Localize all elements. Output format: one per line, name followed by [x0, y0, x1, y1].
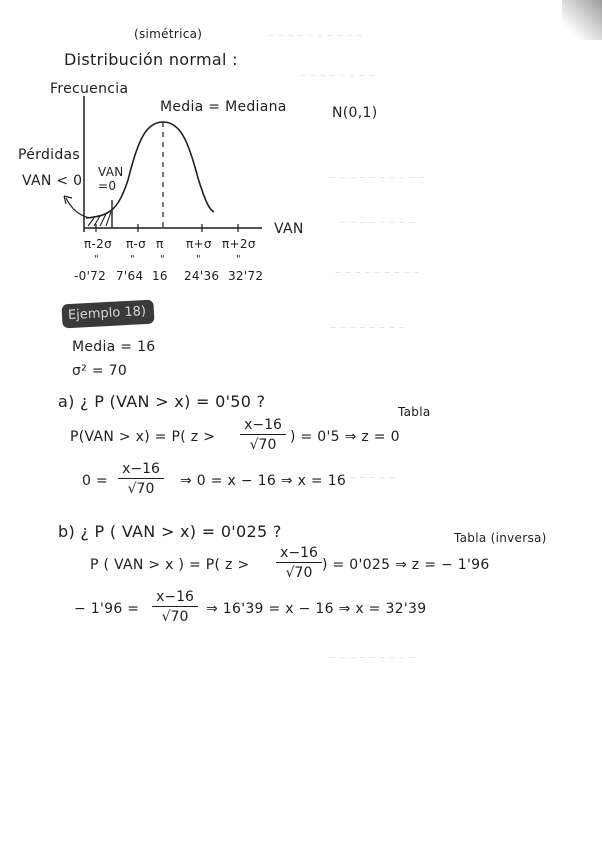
y-axis-label: Frecuencia [50, 81, 129, 97]
tick-value: -0'72 [74, 269, 107, 283]
ditto-mark: " [160, 254, 165, 265]
mean-value: Media = 16 [72, 339, 156, 355]
loss-area-hatch [88, 212, 111, 226]
fraction-numerator: x−16 [244, 417, 282, 433]
ditto-mark: " [236, 254, 241, 265]
loss-arrow [66, 198, 90, 218]
part-a-equation-2-right: ⇒ 0 = x − 16 ⇒ x = 16 [180, 473, 347, 489]
distribution-label: N(0,1) [332, 105, 378, 121]
ditto-mark: " [130, 254, 135, 265]
part-b-table-note: Tabla (inversa) [454, 531, 547, 545]
fraction-numerator: x−16 [156, 589, 194, 605]
ditto-mark: " [196, 254, 201, 265]
ditto-mark: " [94, 254, 99, 265]
part-a-equation-1-left: P(VAN > x) = P( z > [70, 429, 216, 445]
tick-value: 7'64 [116, 269, 144, 283]
part-b-question: b) ¿ P ( VAN > x) = 0'025 ? [58, 522, 282, 541]
fraction-denominator: √70 [285, 565, 313, 581]
peak-label: Media = Mediana [160, 99, 287, 115]
part-b-equation-1-right: ) = 0'025 ⇒ z = − 1'96 [322, 557, 490, 573]
variance-value: σ² = 70 [72, 363, 128, 379]
loss-arrow-head [64, 196, 72, 204]
tick-value: 16 [152, 269, 168, 283]
part-a-question: a) ¿ P (VAN > x) = 0'50 ? [58, 392, 266, 411]
fraction-numerator: x−16 [122, 461, 160, 477]
symmetric-note: (simétrica) [134, 27, 203, 41]
part-b-equation-2-left: − 1'96 = [74, 601, 140, 617]
tick-label: π-σ [126, 237, 147, 251]
x-axis-label: VAN [274, 221, 304, 237]
fraction-denominator: √70 [161, 609, 189, 625]
part-a-equation-1-right: ) = 0'5 ⇒ z = 0 [290, 429, 400, 445]
part-a-fraction-2 [118, 462, 164, 496]
fraction-denominator: √70 [127, 481, 155, 497]
van-zero-label-bottom: =0 [98, 179, 117, 193]
fraction-denominator: √70 [249, 437, 277, 453]
loss-label: Pérdidas [18, 147, 81, 163]
part-a-equation-2-left: 0 = [82, 473, 108, 489]
part-b-equation-2-right: ⇒ 16'39 = x − 16 ⇒ x = 32'39 [206, 601, 427, 617]
tick-value: 24'36 [184, 269, 220, 283]
tick-label: π [156, 237, 164, 251]
part-b-equation-1-left: P ( VAN > x ) = P( z > [90, 557, 250, 573]
tick-label: π-2σ [84, 237, 112, 251]
part-a-fraction-1 [240, 418, 286, 452]
part-a-table-note: Tabla [398, 405, 431, 419]
fraction-numerator: x−16 [280, 545, 318, 561]
part-b-fraction-1 [276, 546, 322, 580]
page-title: Distribución normal : [64, 50, 238, 69]
tick-value: 32'72 [228, 269, 264, 283]
tick-label: π+σ [186, 237, 212, 251]
tick-label: π+2σ [222, 237, 256, 251]
part-b-fraction-2 [152, 590, 198, 624]
bleed-through-text: – – – – – – – – – – – – – – – – – – – – – – – – – – – – – – – – – – – – – – – – – – – – – – – – – – – – – – – – – – – – – – – – – – – – – [268, 28, 425, 664]
loss-condition: VAN < 0 [22, 173, 83, 189]
van-zero-label-top: VAN [98, 165, 124, 179]
example-badge-label: Ejemplo 18) [67, 304, 147, 324]
example-badge [61, 300, 154, 329]
